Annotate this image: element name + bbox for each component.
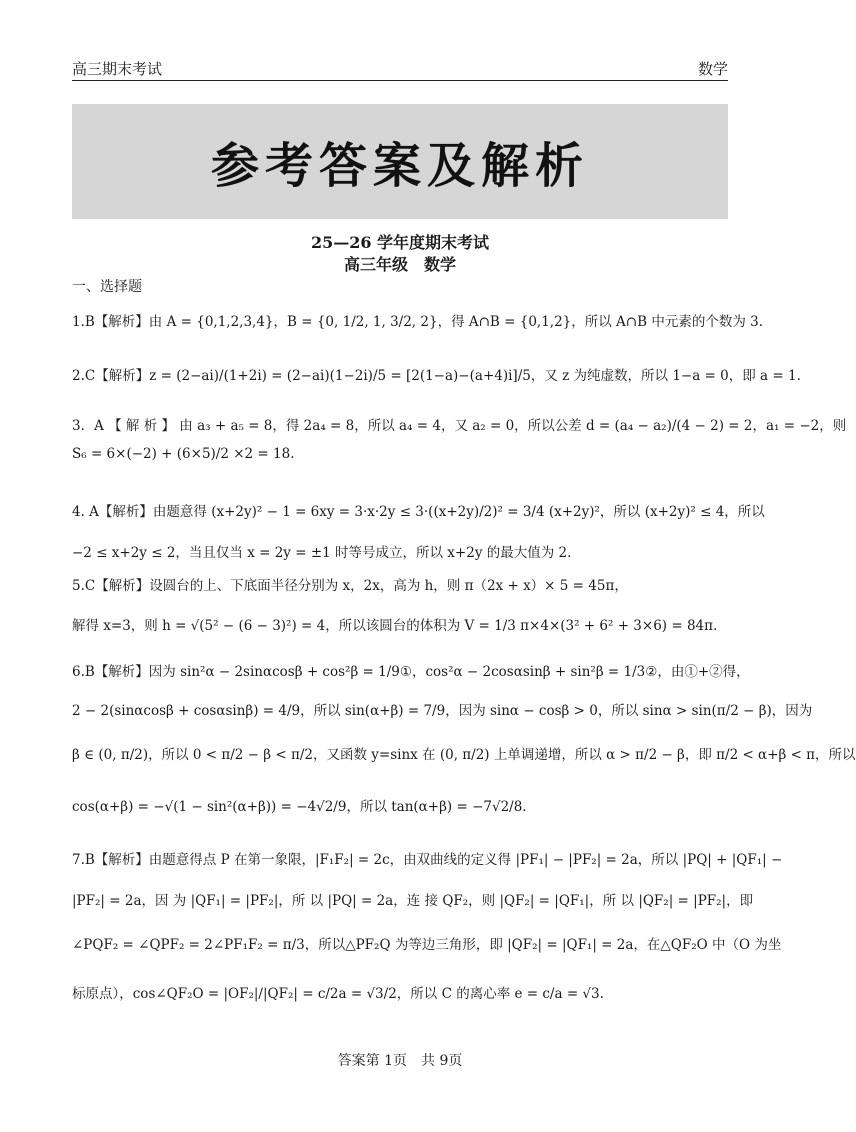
grade-subject-title: 高三年级 数学: [343, 255, 456, 274]
answer-line-15: ∠PQF₂ = ∠QPF₂ = 2∠PF₁F₂ = π/3，所以△PF₂Q 为等边三角形，即 |QF₂| = |QF₁| = 2a，在△QF₂O 中（O 为坐: [72, 937, 782, 953]
answer-line-3: 3．A 【 解 析 】 由 a₃ + a₅ = 8，得 2a₄ = 8，所以 a₄ = 4，又 a₂ = 0，所以公差 d = (a₄ − a₂)/(4 − 2) = 2，a₁ = −2，则: [72, 418, 847, 434]
answer-line-11: β ∈ (0, π/2)，所以 0 < π/2 − β < π/2，又函数 y=sinx 在 (0, π/2) 上单调递增，所以 α > π/2 − β，即 π/2 < α+β < π，所以: [72, 747, 856, 763]
answer-line-4: S₆ = 6×(−2) + (6×5)/2 ×2 = 18.: [72, 446, 295, 462]
running-header: [72, 56, 728, 81]
page-footer: 答案第 1页 共 9页: [337, 1053, 463, 1069]
answer-line-9: 6.B【解析】因为 sin²α − 2sinαcosβ + cos²β = 1/9①，cos²α − 2cosαsinβ + sin²β = 1/3②，由①+②得，: [72, 664, 750, 680]
section-heading: 一、选择题: [72, 279, 142, 295]
page-title: 参考答案及解析: [210, 138, 589, 194]
header-exam-name: 高三期末考试: [72, 60, 163, 78]
answer-line-6: −2 ≤ x+2y ≤ 2，当且仅当 x = 2y = ±1 时等号成立，所以 x+2y 的最大值为 2.: [72, 545, 572, 561]
answer-line-14: |PF₂| = 2a，因 为 |QF₁| = |PF₂|，所 以 |PQ| = 2a，连 接 QF₂，则 |QF₂| = |QF₁|，所 以 |QF₂| = |PF₂|，即: [72, 893, 754, 909]
header-subject: 数学: [697, 60, 728, 78]
answer-line-8: 解得 x=3，则 h = √(5² − (6 − 3)²) = 4，所以该圆台的体积为 V = 1/3 π×4×(3² + 6² + 3×6) = 84π.: [72, 618, 718, 634]
answer-line-16: 标原点），cos∠QF₂O = |OF₂|/|QF₂| = c/2a = √3/2，所以 C 的离心率 e = c/a = √3.: [72, 986, 604, 1002]
title-banner: [72, 104, 728, 219]
answer-line-10: 2 − 2(sinαcosβ + cosαsinβ) = 4/9，所以 sin(α+β) = 7/9，因为 sinα − cosβ > 0，所以 sinα > sin(π/2 − β)，因为: [72, 703, 813, 719]
answer-line-13: 7.B【解析】由题意得点 P 在第一象限，|F₁F₂| = 2c，由双曲线的定义得 |PF₁| − |PF₂| = 2a，所以 |PQ| + |QF₁| −: [72, 852, 783, 868]
answer-line-7: 5.C【解析】设圆台的上、下底面半径分别为 x，2x，高为 h，则 π（2x + x）× 5 = 45π，: [72, 578, 628, 594]
answer-line-12: cos(α+β) = −√(1 − sin²(α+β)) = −4√2/9，所以 tan(α+β) = −7√2/8.: [72, 799, 527, 815]
exam-term-title: 25—26 学年度期末考试: [310, 233, 490, 252]
answer-line-5: 4. A【解析】由题意得 (x+2y)² − 1 = 6xy = 3·x·2y ≤ 3·((x+2y)/2)² = 3/4 (x+2y)²，所以 (x+2y)² ≤ 4，所以: [72, 504, 765, 520]
answer-line-2: 2.C【解析】z = (2−ai)/(1+2i) = (2−ai)(1−2i)/5 = [2(1−a)−(a+4)i]/5，又 z 为纯虚数，所以 1−a = 0，即 a = 1.: [72, 368, 801, 384]
answer-line-1: 1.B【解析】由 A = {0,1,2,3,4}，B = {0, 1/2, 1, 3/2, 2}，得 A∩B = {0,1,2}，所以 A∩B 中元素的个数为 3.: [72, 314, 763, 330]
